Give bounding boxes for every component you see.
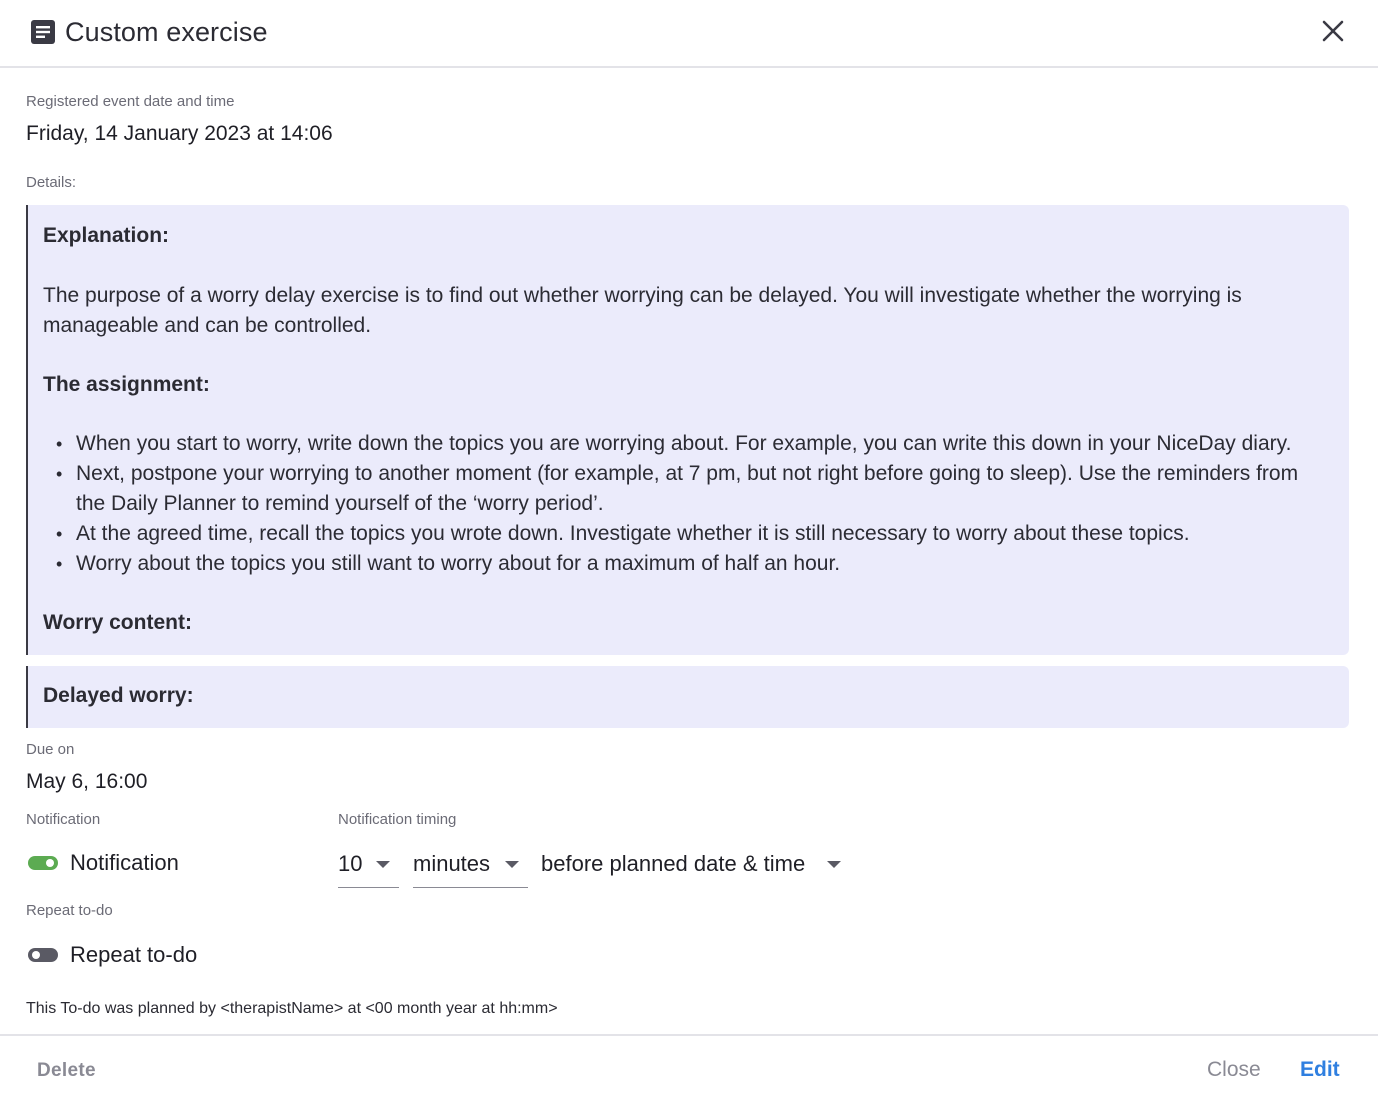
repeat-label: Repeat to-do — [26, 902, 113, 919]
close-icon[interactable] — [1318, 16, 1348, 46]
dialog-header — [0, 0, 1378, 68]
details-box — [26, 205, 1349, 655]
event-date-label: Registered event date and time — [26, 93, 235, 110]
notification-timing-label: Notification timing — [338, 811, 457, 828]
list-item — [43, 549, 1333, 579]
chevron-down-icon — [505, 861, 519, 868]
delayed-worry-heading: Delayed worry: — [43, 684, 194, 707]
notification-relation-select[interactable] — [541, 844, 846, 888]
due-on-value: May 6, 16:00 — [26, 770, 148, 793]
list-item-text: Next, postpone your worrying to another moment (for example, at 7 pm, but not right before going to sleep). Use the reminders from the Daily Planner to remind yourself of the ‘worry period’. — [76, 462, 1299, 515]
notification-unit-select[interactable] — [413, 844, 528, 888]
assignment-list — [43, 429, 1333, 579]
dialog-title: Custom exercise — [65, 17, 268, 47]
repeat-toggle-label: Repeat to-do — [70, 942, 198, 967]
toggle-knob — [46, 859, 54, 867]
bullet-icon: • — [56, 434, 63, 454]
notification-unit-value: minutes — [413, 851, 491, 876]
edit-button[interactable]: Edit — [1300, 1056, 1340, 1084]
notification-toggle-label: Notification — [70, 850, 179, 875]
delete-button[interactable]: Delete — [37, 1057, 96, 1085]
close-button[interactable]: Close — [1207, 1056, 1261, 1084]
worry-content-heading: Worry content: — [43, 611, 192, 634]
bullet-icon: • — [56, 524, 63, 544]
list-item-text: When you start to worry, write down the topics you are worrying about. For example, you can write this down in your NiceDay diary. — [76, 432, 1292, 455]
list-item-text: At the agreed time, recall the topics you wrote down. Investigate whether it is still necessary to worry about these topics. — [76, 522, 1190, 545]
repeat-toggle[interactable] — [28, 948, 58, 962]
details-label: Details: — [26, 174, 77, 191]
document-icon — [30, 19, 56, 45]
bullet-icon: • — [56, 554, 63, 574]
chevron-down-icon — [827, 861, 841, 868]
bullet-icon: • — [56, 464, 63, 484]
list-item — [43, 519, 1333, 549]
toggle-knob — [32, 951, 40, 959]
event-date-value: Friday, 14 January 2023 at 14:06 — [26, 122, 333, 145]
notification-relation-value: before planned date & time — [541, 851, 806, 876]
due-on-label: Due on — [26, 741, 75, 758]
notification-label: Notification — [26, 811, 101, 828]
notification-amount-select[interactable] — [338, 844, 399, 888]
notification-toggle[interactable] — [28, 856, 58, 870]
planned-by-note: This To-do was planned by <therapistName> at <00 month year at hh:mm> — [26, 1000, 558, 1017]
chevron-down-icon — [376, 861, 390, 868]
list-item-text: Worry about the topics you still want to worry about for a maximum of half an hour. — [76, 552, 841, 575]
dialog-footer — [0, 1034, 1378, 1100]
assignment-heading: The assignment: — [43, 373, 210, 396]
delayed-worry-box — [26, 666, 1349, 728]
list-item — [43, 459, 1333, 519]
list-item — [43, 429, 1333, 459]
explanation-text: The purpose of a worry delay exercise is to find out whether worrying can be delayed. You will investigate whether the worrying is manageable and can be controlled. — [43, 284, 1242, 337]
explanation-heading: Explanation: — [43, 224, 170, 247]
notification-amount-value: 10 — [338, 851, 363, 876]
